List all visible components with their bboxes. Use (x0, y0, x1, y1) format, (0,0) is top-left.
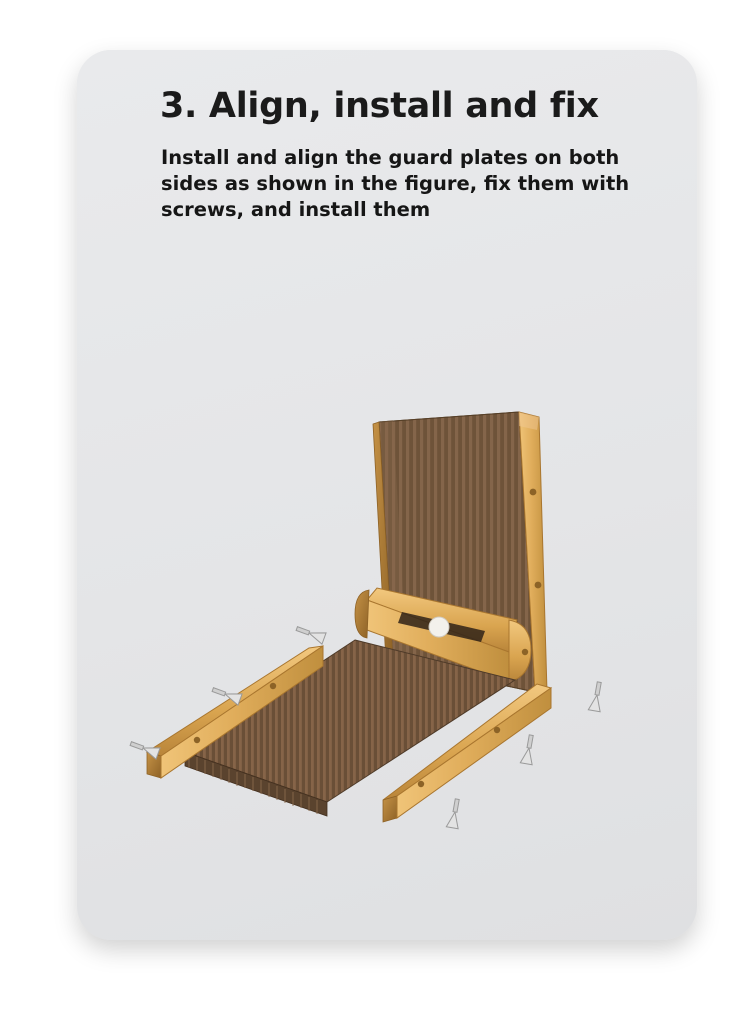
assembly-figure (77, 300, 697, 900)
instruction-description: Install and align the guard plates on both sides as shown in the figure, fix them with screws, and install them (161, 146, 630, 221)
screw-icon (295, 623, 326, 644)
page-title: 3. Align, install and fix (160, 86, 599, 126)
instruction-card (77, 50, 697, 940)
screw-icon (129, 738, 160, 759)
screw-icon (588, 681, 605, 712)
ball-toy (429, 617, 449, 637)
screw-icon (520, 734, 537, 765)
screw-icon (446, 798, 463, 829)
